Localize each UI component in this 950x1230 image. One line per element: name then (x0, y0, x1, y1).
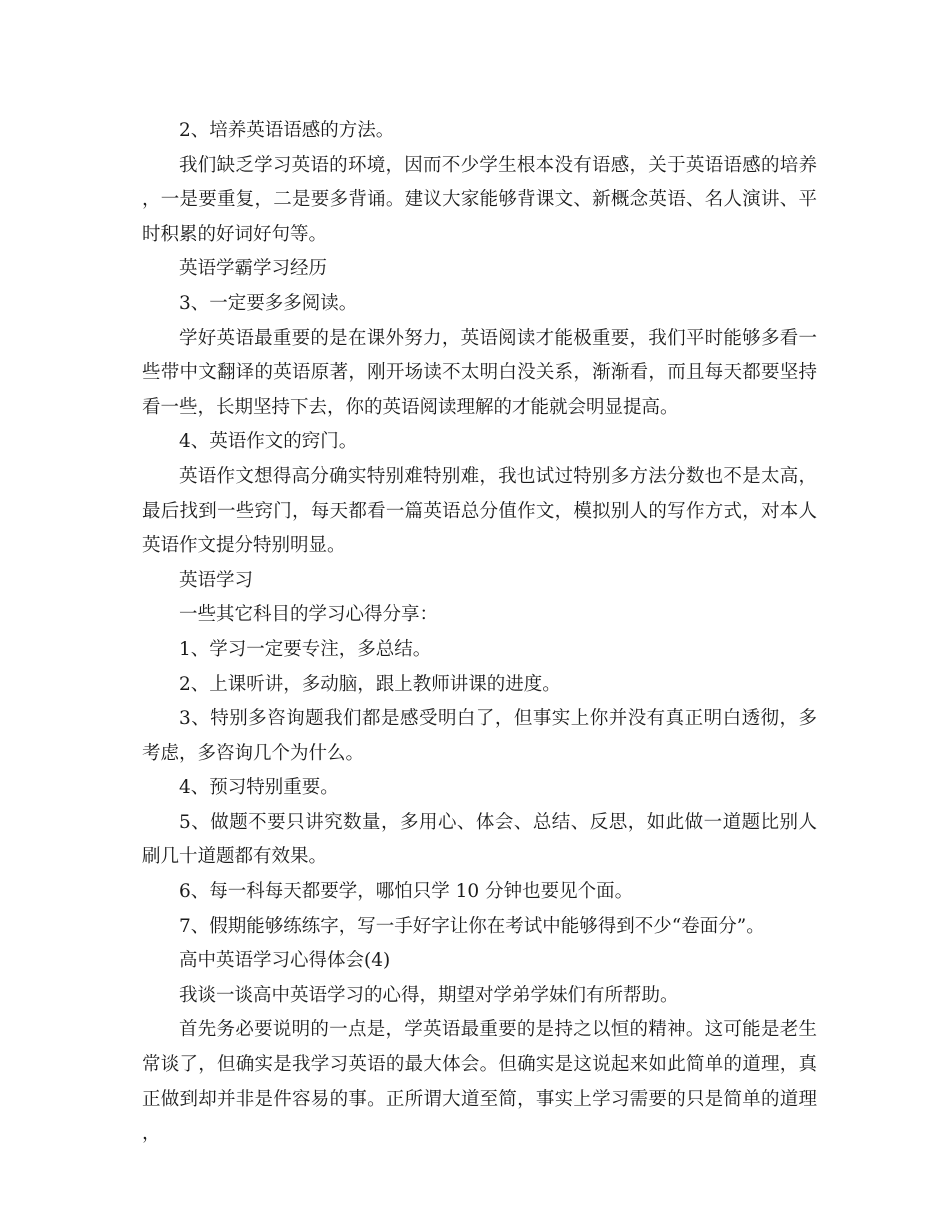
paragraph: 我们缺乏学习英语的环境，因而不少学生根本没有语感，关于英语语感的培养，一是要重复，二是要多背诵。建议大家能够背课文、新概念英语、名人演讲、平时积累的好词好句等。 (142, 154, 817, 245)
list-item: 2、上课听讲，多动脑，跟上教师讲课的进度。 (179, 673, 561, 695)
paragraph: 学好英语最重要的是在课外努力，英语阅读才能极重要，我们平时能够多看一些带中文翻译的英语原著，刚开场读不太明白没关系，渐渐看，而且每天都要坚持看一些，长期坚持下去，你的英语阅读理解的才能就会明显提高。 (142, 327, 817, 418)
list-item: 1、学习一定要专注，多总结。 (179, 638, 432, 660)
paragraph: 一些其它科目的学习心得分享： (179, 604, 439, 626)
paragraph-heading-reading: 3、一定要多多阅读。 (179, 292, 358, 314)
paragraph-heading-language-sense: 2、培养英语语感的方法。 (179, 120, 395, 141)
paragraph-heading-english-study: 英语学习 (179, 569, 254, 591)
section-heading: 高中英语学习心得体会(4) (179, 950, 391, 972)
paragraph-heading-writing-tips: 4、英语作文的窍门。 (179, 431, 358, 453)
list-item: 7、假期能够练练字，写一手好字让你在考试中能够得到不少“卷面分”。 (179, 915, 765, 937)
paragraph-heading-top-student-experience: 英语学霸学习经历 (179, 258, 328, 280)
list-item: 6、每一科每天都要学，哪怕只学 10 分钟也要见个面。 (179, 881, 634, 903)
list-item: 3、特别多咨询题我们都是感受明白了，但事实上你并没有真正明白透彻，多考虑，多咨询几个为什么。 (142, 708, 817, 764)
paragraph: 英语作文想得高分确实特别难特别难，我也试过特别多方法分数也不是太高，最后找到一些窍门，每天都看一篇英语总分值作文，模拟别人的写作方式，对本人英语作文提分特别明显。 (142, 465, 817, 557)
list-item: 5、做题不要只讲究数量，多用心、体会、总结、反思，如此做一道题比别人刷几十道题都有效果。 (142, 811, 817, 868)
paragraph: 首先务必要说明的一点是，学英语最重要的是持之以恒的精神。这可能是老生常谈了，但确实是我学习英语的最大体会。但确实是这说起来如此简单的道理，真正做到却并非是件容易的事。正所谓大道至简，事实上学习需要的只是简单的道理， (142, 1019, 817, 1145)
list-item: 4、预习特别重要。 (179, 777, 339, 799)
paragraph: 我谈一谈高中英语学习的心得，期望对学弟学妹们有所帮助。 (179, 984, 679, 1006)
document-body (142, 114, 817, 1152)
